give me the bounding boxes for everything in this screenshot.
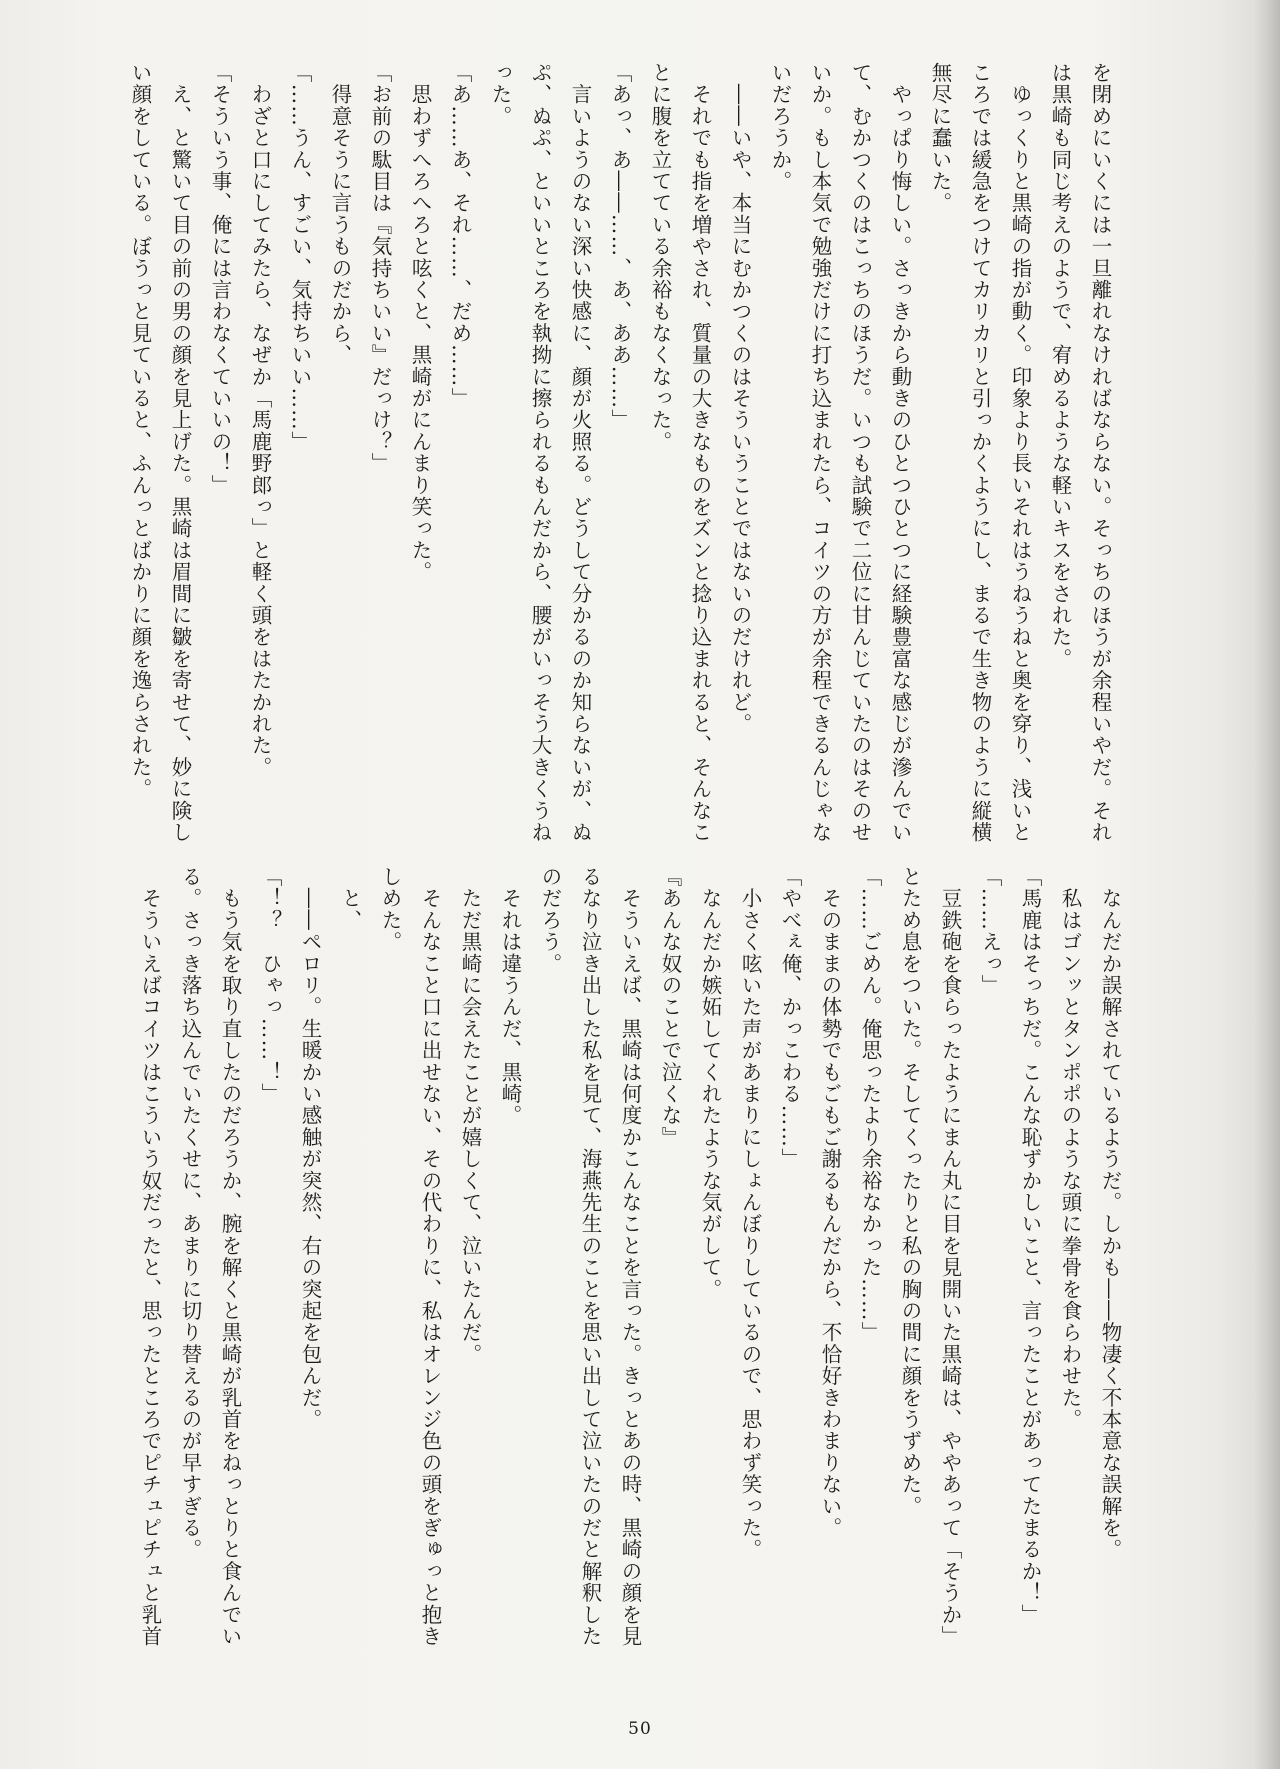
text-column: ――いや、本当にむかつくのはそういうことではないのだけれど。 bbox=[728, 62, 752, 735]
text-column: そんなこと口に出せない、その代わりに、私はオレンジ色の頭をぎゅっと抱き bbox=[418, 866, 442, 1648]
text-column: は黒崎も同じ考えのようで、宥めるような軽いキスをされた。 bbox=[1048, 62, 1072, 670]
text-column: 得意そうに言うものだから、 bbox=[328, 62, 352, 366]
text-column: 「そういう事、俺には言わなくていいの！」 bbox=[208, 62, 232, 496]
text-column: もう気を取り直したのだろうか、腕を解くと黒崎が乳首をねっとりと食んでい bbox=[218, 866, 242, 1648]
text-column: そういえばコイツはこういう奴だったと、思ったところでピチュピチュと乳首 bbox=[138, 866, 162, 1648]
text-column: を閉めにいくには一旦離れなければならない。そっちのほうが余程いやだ。それ bbox=[1088, 62, 1112, 844]
text-column: 「あ……あ、それ……、だめ……」 bbox=[448, 62, 472, 410]
text-column: なんだか嫉妬してくれたような気がして。 bbox=[698, 866, 722, 1300]
text-column: ――ペロリ。生暖かい感触が突然、右の突起を包んだ。 bbox=[298, 866, 322, 1431]
text-column: 「……ごめん。俺思ったより余裕なかった……」 bbox=[858, 866, 882, 1344]
page-number: 50 bbox=[628, 1719, 652, 1739]
text-column: そのままの体勢でもごもご謝るもんだから、不恰好きわまりない。 bbox=[818, 866, 842, 1539]
text-column: るなり泣き出した私を見て、海燕先生のことを思い出して泣いたのだと解釈した bbox=[578, 866, 602, 1648]
text-column: 「お前の駄目は『気持ちいい』だっけ？」 bbox=[368, 62, 392, 475]
text-column: とため息をついた。そしてくったりと私の胸の間に顔をうずめた。 bbox=[898, 866, 922, 1517]
text-column: 「……えっ」 bbox=[978, 866, 1002, 997]
text-column: 「……うん、すごい、気持ちいい……」 bbox=[288, 62, 312, 453]
text-column: る。さっき落ち込んでいたくせに、あまりに切り替えるのが早すぎる。 bbox=[178, 866, 202, 1561]
upper-text-block bbox=[80, 62, 1120, 844]
text-column: 『あんな奴のことで泣くな』 bbox=[658, 866, 682, 1149]
page-binding-shadow bbox=[1254, 0, 1280, 1769]
text-column: 小さく呟いた声があまりにしょんぼりしているので、思わず笑った。 bbox=[738, 866, 762, 1561]
text-column: それでも指を増やされ、質量の大きなものをズンと捻り込まれると、そんなこ bbox=[688, 62, 712, 844]
text-column: 「馬鹿はそっちだ。こんな恥ずかしいこと、言ったことがあってたまるか！」 bbox=[1018, 866, 1042, 1626]
text-column: と、 bbox=[338, 866, 362, 932]
text-column: ぷ、ぬぷ、といいところを執拗に擦られるもんだから、腰がいっそう大きくうね bbox=[528, 62, 552, 844]
text-column: ただ黒崎に会えたことが嬉しくて、泣いたんだ。 bbox=[458, 866, 482, 1366]
text-column: のだろう。 bbox=[538, 866, 562, 975]
text-column: 「やべぇ俺、かっこわる……」 bbox=[778, 866, 802, 1170]
text-column: とに腹を立てている余裕もなくなった。 bbox=[648, 62, 672, 453]
text-column: いか。もし本気で勉強だけに打ち込まれたら、コイツの方が余程できるんじゃな bbox=[808, 62, 832, 844]
text-column: しめた。 bbox=[378, 866, 402, 953]
text-column: ゆっくりと黒崎の指が動く。印象より長いそれはうねうねと奥を穿り、浅いと bbox=[1008, 62, 1032, 844]
text-column: 私はゴンッとタンポポのような頭に拳骨を食らわせた。 bbox=[1058, 866, 1082, 1431]
text-column: それは違うんだ、黒崎。 bbox=[498, 866, 522, 1127]
text-column: 無尽に蠢いた。 bbox=[928, 62, 952, 214]
text-column: い顔をしている。ぼうっと見ていると、ふんっとばかりに顔を逸らされた。 bbox=[128, 62, 152, 800]
text-column: わざと口にしてみたら、なぜか「馬鹿野郎っ」と軽く頭をはたかれた。 bbox=[248, 62, 272, 779]
text-column: え、と驚いて目の前の男の顔を見上げた。黒崎は眉間に皺を寄せて、妙に険し bbox=[168, 62, 192, 844]
text-column: ころでは緩急をつけてカリカリと引っかくようにし、まるで生き物のように縦横 bbox=[968, 62, 992, 844]
text-column: 「！？ ひゃっ……！」 bbox=[258, 866, 282, 1105]
text-column: て、むかつくのはこっちのほうだ。いつも試験で二位に甘んじていたのはそのせ bbox=[848, 62, 872, 844]
text-column: 言いようのない深い快感に、顔が火照る。どうして分かるのか知らないが、ぬ bbox=[568, 62, 592, 844]
text-column: いだろうか。 bbox=[768, 62, 792, 193]
lower-text-block bbox=[80, 866, 1130, 1648]
text-column: 「あっ、あ――……、あ、ああ……」 bbox=[608, 62, 632, 431]
text-column: やっぱり悔しい。さっきから動きのひとつひとつに経験豊富な感じが滲んでい bbox=[888, 62, 912, 844]
text-column: 豆鉄砲を食らったようにまん丸に目を見開いた黒崎は、ややあって「そうか」 bbox=[938, 866, 962, 1648]
text-column: そういえば、黒崎は何度かこんなことを言った。きっとあの時、黒崎の顔を見 bbox=[618, 866, 642, 1648]
text-column: 思わずへろへろと呟くと、黒崎がにんまり笑った。 bbox=[408, 62, 432, 583]
text-column: った。 bbox=[488, 62, 512, 128]
text-column: なんだか誤解されているようだ。しかも――物凄く不本意な誤解を。 bbox=[1098, 866, 1122, 1561]
